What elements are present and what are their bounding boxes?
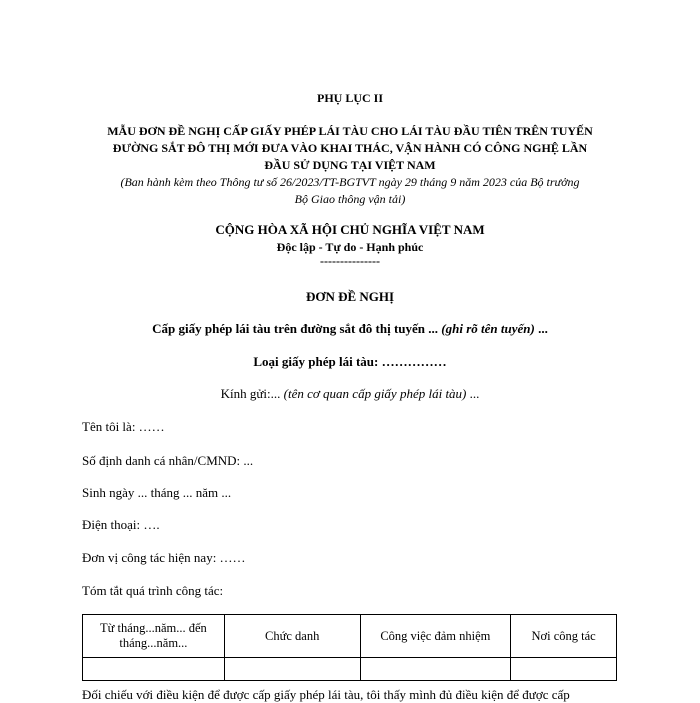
subject-line [70,321,630,337]
addressee-line [70,386,630,402]
country-name: CỘNG HÒA XÃ HỘI CHỦ NGHĨA VIỆT NAM [215,222,485,237]
birth-date-field: Sinh ngày ... tháng ... năm ... [82,485,232,500]
closing-statement: Đối chiếu với điều kiện để được cấp giấy phép lái tàu, tôi thấy mình đủ điều kiện để được cấp [82,687,570,702]
table-cell [511,658,617,681]
subject-text: Cấp giấy phép lái tàu trên đường sắt đô thị tuyến ... [152,321,442,336]
table-cell [83,658,225,681]
workplace-field: Đơn vị công tác hiện nay: …… [82,550,246,565]
addressee-tail: ... [466,386,480,401]
issued-note [70,174,630,208]
national-motto: Độc lập - Tự do - Hạnh phúc [276,240,424,254]
career-summary-label: Tóm tắt quá trình công tác: [82,583,224,598]
form-title-line: MẪU ĐƠN ĐỀ NGHỊ CẤP GIẤY PHÉP LÁI TÀU CHO LÁI TÀU ĐẦU TIÊN TRÊN TUYẾN [107,124,593,138]
table-cell [360,658,511,681]
form-title-line: ĐƯỜNG SẮT ĐÔ THỊ MỚI ĐƯA VÀO KHAI THÁC, VẬN HÀNH CÓ CÔNG NGHỆ LẦN [112,141,588,155]
work-history-table [82,614,617,681]
id-number-field: Số định danh cá nhân/CMND: ... [82,453,254,468]
appendix-label: PHỤ LỤC II [316,91,383,105]
column-header-duties: Công việc đảm nhiệm [360,615,511,658]
name-field: Tên tôi là: …… [82,419,165,434]
subject-tail: ... [534,321,548,336]
column-header-position: Chức danh [224,615,360,658]
phone-field: Điện thoại: …. [82,517,160,532]
motto-divider: --------------- [320,254,380,268]
column-header-workplace: Nơi công tác [511,615,617,658]
issued-note-line: (Ban hành kèm theo Thông tư số 26/2023/TT-BGTVT ngày 29 tháng 9 năm 2023 của Bộ trưởng [120,175,580,189]
table-row [83,658,617,681]
license-type-line: Loại giấy phép lái tàu: …………… [253,354,447,369]
subject-hint: (ghi rõ tên tuyến) [441,321,535,336]
table-cell [224,658,360,681]
issued-note-line: Bộ Giao thông vận tải) [294,192,406,206]
form-title [70,123,630,174]
column-header-period: Từ tháng...năm... đến tháng...năm... [83,615,225,658]
addressee-prefix: Kính gửi:... [220,386,284,401]
addressee-hint: (tên cơ quan cấp giấy phép lái tàu) [283,386,467,401]
document-title: ĐƠN ĐỀ NGHỊ [305,289,395,304]
form-title-line: ĐẦU SỬ DỤNG TẠI VIỆT NAM [264,158,436,172]
